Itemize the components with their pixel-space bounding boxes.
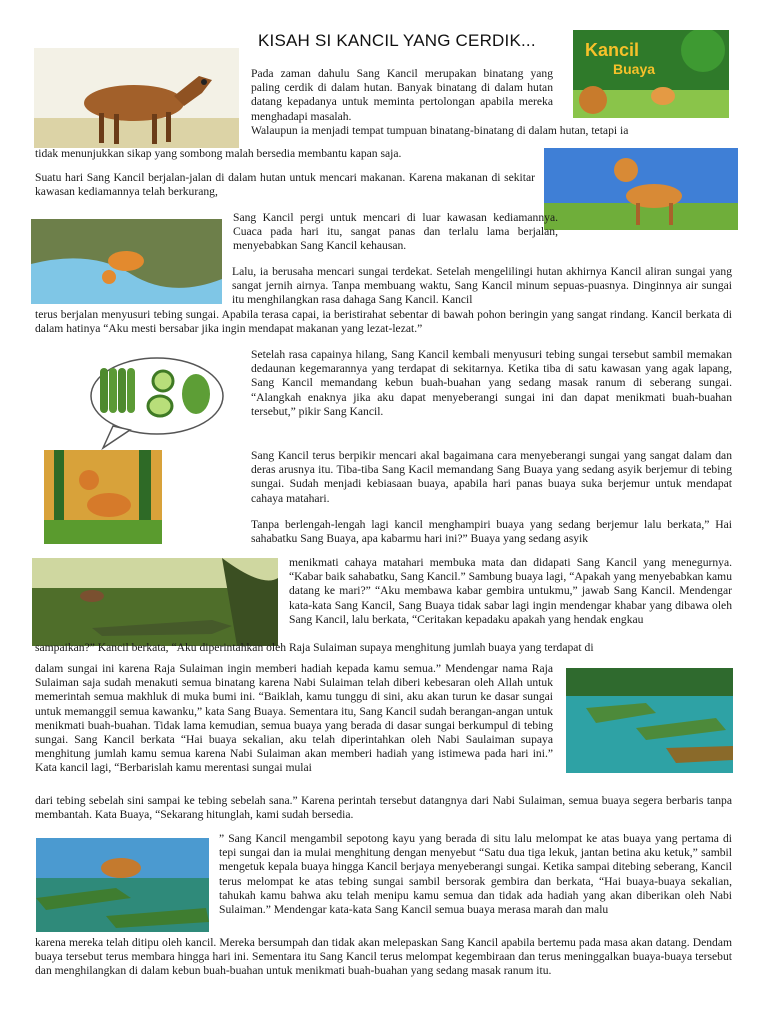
logo-text-buaya: Buaya <box>613 61 656 77</box>
deer-drinking-image <box>31 219 222 304</box>
cartoon-deer-image <box>544 148 738 230</box>
paragraph-6: Sang Kancil terus berpikir mencari akal bagaimana cara menyeberangi sungai yang sangat dalam dan deras arusnya itu. Tiba-tiba Sang Kacil memandang Sang Buaya yang sedang asyik berjemur di tebing sungai. Sudah menjadi kebiasaan buaya, apabila hari panas buaya suka berjemur untuk mendapat cahaya matahari. <box>251 449 732 505</box>
paragraph-8b: sampaikan?” Kancil berkata, “Aku diperintahkan oleh Raja Sulaiman supaya menghitung jumlah buaya yang terdapat di <box>35 641 594 654</box>
deer-jumping-image <box>36 838 209 932</box>
crocodiles-water-image <box>566 668 733 773</box>
paragraph-5: Setelah rasa capainya hilang, Sang Kancil kembali menyusuri tebing sungai tersebut sambil memakan dedaunan kegemarannya yang terdapat di sekitarnya. Ketika tiba di satu kawasan yang agak lapang, Sang Kancil memandang kebun buah-buahan yang sedang masak ranum di seberang sungai. “Alangkah enaknya jika aku dapat menyeberangi sungai ini dan dapat menikmati buah-buahan tersebut,” pikir Sang Kancil. <box>251 348 732 418</box>
spotted-deer-image <box>44 450 162 544</box>
paragraph-7: Tanpa berlengah-lengah lagi kancil menghampiri buaya yang sedang berjemur lalu berkata,” Hai sahabatku Sang Buaya, apa kabarmu hari ini?” Buaya yang sedang asyik <box>251 518 732 546</box>
paragraph-9: dalam sungai ini karena Raja Sulaiman ingin memberi hadiah kepada kamu semua.” Mendengar nama Raja Sulaiman saja sudah menakuti semua binatang karena Nabi Sulaiman telah diberi kebesaran oleh Allah untuk memerintah semua makhluk di muka bumi ini. “Baiklah, kamu tunggu di sini, aku akan turun ke dasar sungai untuk memanggil semua kawanku,” kata Sang Buaya. Sementara itu, Sang Kancil sudah berangan-angan untuk menikmati buah-buahan. Tidak lama kemudian, semua buaya yang berada di dasar sungai berkumpul di tebing sungai. Sang Kancil berkata “Hai buaya sekalian, aku telah diperintahkan oleh Nabi Saulaiman supaya menghitung jumlah kamu semua karena Nabi Sulaiman akan memberi hadiah yang istimewa pada hari ini.” Kata kancil lagi, “Berbarislah kamu merentasi sungai mulai <box>35 662 553 775</box>
paragraph-8: menikmati cahaya matahari membuka mata dan didapati Sang Kancil yang menegurnya. “Kabar baik sahabatku, Sang Kancil.” Sambung buaya lagi, “Apakah yang menyebabkan kamu datang ke mari?” “Aku membawa kabar gembira untukmu,” jawab Sang Kancil. Mendengar kata-kata Sang Kancil, Sang Buaya tidak sabar lagi ingin mendengar khabar yang dibawa oleh Sang Kancil, lalu berkata, “Ceritakan kepadaku apakah yang hendak engkau <box>289 556 732 626</box>
deer-crocodile-image <box>32 558 278 646</box>
paragraph-10b: karena mereka telah ditipu oleh kancil. Mereka bersumpah dan tidak akan melepaskan Sang Kancil apabila bertemu pada masa akan datang. Dendam buaya tersebut terus membara hingga hari ini. Sementara itu Sang Kancil terus melompat kegembiraan dan terus meninggalkan buaya-buaya tersebut dan menghilangkan di dalam kebun buah-buahan untuk menikmati buah-buahan yang sedang masak ranum itu. <box>35 936 732 978</box>
paragraph-1b: Walaupun ia menjadi tempat tumpuan binatang-binatang di dalam hutan, tetapi ia <box>251 124 629 137</box>
kancil-buaya-logo <box>573 30 729 118</box>
paragraph-1c: tidak menunjukkan sikap yang sombong malah bersedia membantu kapan saja. <box>35 147 402 160</box>
page-title: KISAH SI KANCIL YANG CERDIK... <box>258 31 536 50</box>
paragraph-10: ” Sang Kancil mengambil sepotong kayu yang berada di situ lalu melompat ke atas buaya yang pertama di tepi sungai dan ia mulai menghitung dengan menyebut “Satu dua tiga lekuk, jantan betina aku ketuk,” sambil mengetuk kepala buaya hingga Kancil berjaya menyeberangi sungai. Ketika sampai ditebing seberang, Kancil terus melompat ke atas tebing sungai sambil bersorak gembira dan berkata, “Hai buaya-buaya sekalian, tahukah kamu bahwa aku telah menipu kamu semua dan tidak ada hadiah yang akan diberikan oleh Nabi Sulaiman.” Mendengar kata-kata Sang Kancil semua buaya merasa marah dan malu <box>219 832 732 917</box>
paragraph-3: Sang Kancil pergi untuk mencari di luar kawasan kediamannya. Cuaca pada hari itu, sangat panas dan terlalu lama berjalan, menyebabkan Sang Kancil kehausan. <box>233 211 558 253</box>
paragraph-9b: dari tebing sebelah sini sampai ke tebing sebelah sana.” Karena perintah tersebut datangnya dari Nabi Sulaiman, semua buaya segera berbaris tanpa membantah. Kata Buaya, “Sekarang hitunglah, kami sudah bersedia. <box>35 794 732 822</box>
thought-bubble-image <box>88 356 226 451</box>
mouse-deer-image <box>34 48 239 148</box>
logo-text-kancil: Kancil <box>585 40 640 60</box>
paragraph-1: Pada zaman dahulu Sang Kancil merupakan binatang yang paling cerdik di dalam hutan. Banyak binatang di dalam hutan datang kepadanya untuk meminta pertolongan apabila mereka menghadapi masalah. <box>251 67 553 123</box>
paragraph-4b: terus berjalan menyusuri tebing sungai. Apabila terasa capai, ia beristirahat sebentar di bawah pohon beringin yang sangat rindang. Kancil berkata di dalam hatinya “Aku mesti bersabar jika ingin mendapat makanan yang lezat-lezat.” <box>35 308 732 336</box>
paragraph-2: Suatu hari Sang Kancil berjalan-jalan di dalam hutan untuk mencari makanan. Karena makanan di sekitar kawasan kediamannya telah berkurang, <box>35 171 535 199</box>
paragraph-4a: Lalu, ia berusaha mencari sungai terdekat. Setelah mengelilingi hutan akhirnya Kancil aliran sungai yang sangat jernih airnya. Tanpa membuang waktu, Sang Kancil minum sepuas-puasnya. Dinginnya air sungai itu menghilangkan rasa dahaga Sang Kancil. Kancil <box>232 265 732 307</box>
